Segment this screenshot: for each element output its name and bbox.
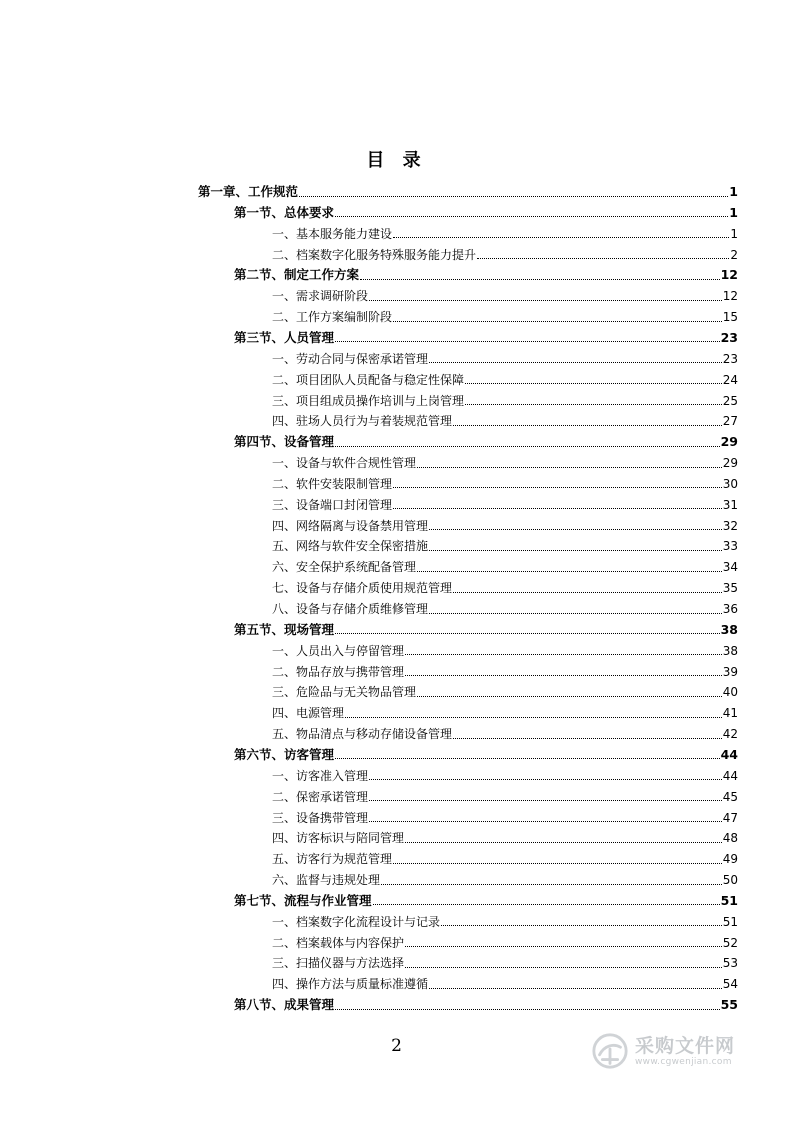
toc-entry-title: 八、设备与存储介质维修管理 [272, 602, 429, 616]
toc-entry-page: 48 [722, 831, 738, 846]
toc-entry-title: 第八节、成果管理 [234, 997, 335, 1013]
toc-entry-title: 一、劳动合同与保密承诺管理 [272, 351, 429, 366]
dot-leader [335, 446, 720, 447]
dot-leader [369, 300, 722, 301]
toc-section[interactable] [234, 328, 738, 348]
dot-leader [405, 842, 722, 843]
toc-entry-title: 第四节、设备管理 [234, 434, 335, 450]
toc-entry-page: 31 [722, 497, 738, 512]
dot-leader [405, 654, 722, 655]
toc-entry-title: 一、需求调研阶段 [272, 289, 369, 304]
toc-entry-title: 二、档案载体与内容保护 [272, 935, 405, 950]
dot-leader [393, 863, 722, 864]
dot-leader [453, 592, 722, 593]
toc-entry-page: 29 [720, 434, 738, 450]
toc-section[interactable] [234, 745, 738, 765]
dot-leader [393, 508, 722, 509]
dot-leader [369, 779, 722, 780]
dot-leader [429, 362, 722, 363]
toc-section[interactable] [234, 265, 738, 285]
toc-entry-page: 15 [722, 310, 738, 325]
toc-entry[interactable] [272, 849, 738, 869]
toc-section[interactable] [234, 620, 738, 640]
toc-entry-title: 三、扫描仪器与方法选择 [272, 956, 405, 971]
toc-entry[interactable] [272, 286, 738, 306]
toc-section[interactable] [234, 432, 738, 452]
toc-entry[interactable] [272, 662, 738, 682]
toc-section[interactable] [234, 995, 738, 1015]
toc-entry[interactable] [272, 474, 738, 494]
toc-section[interactable] [234, 891, 738, 911]
dot-leader [465, 404, 722, 405]
toc-entry[interactable] [272, 724, 738, 744]
toc-entry-page: 38 [720, 621, 738, 637]
toc-entry[interactable] [272, 787, 738, 807]
toc-entry[interactable] [272, 870, 738, 890]
toc-entry[interactable] [272, 808, 738, 828]
toc-entry-title: 六、安全保护系统配备管理 [272, 560, 417, 575]
toc-entry-page: 29 [722, 456, 738, 471]
dot-leader [453, 425, 722, 426]
toc-entry-page: 49 [722, 852, 738, 867]
toc-entry-page: 51 [722, 914, 738, 929]
toc-entry-page: 32 [722, 518, 738, 533]
toc-entry-page: 12 [722, 289, 738, 304]
toc-entry-page: 39 [722, 664, 738, 679]
toc-entry-title: 四、驻场人员行为与着装规范管理 [272, 414, 453, 429]
toc-entry-page: 30 [722, 476, 738, 491]
toc-title: 目 录 [366, 150, 427, 171]
toc-entry-title: 二、软件安装限制管理 [272, 476, 393, 491]
toc-entry-title: 六、监督与违规处理 [272, 873, 381, 888]
toc-entry-page: 34 [722, 560, 738, 575]
dot-leader [335, 216, 728, 217]
toc-entry-title: 第五节、现场管理 [234, 621, 335, 637]
toc-entry-title: 四、操作方法与质量标准遵循 [272, 977, 429, 992]
toc-entry-title: 一、访客准入管理 [272, 768, 369, 783]
dot-leader [429, 529, 722, 530]
dot-leader [393, 237, 729, 238]
toc-entry[interactable] [272, 495, 738, 515]
toc-entry[interactable] [272, 641, 738, 661]
toc-entry-title: 四、电源管理 [272, 706, 345, 721]
toc-entry-title: 七、设备与存储介质使用规范管理 [272, 581, 453, 596]
toc-entry-page: 1 [729, 184, 738, 199]
toc-entry[interactable] [272, 828, 738, 848]
dot-leader [405, 675, 722, 676]
toc-entry-page: 44 [722, 768, 738, 783]
toc-entry[interactable] [272, 349, 738, 369]
toc-entry-page: 54 [722, 977, 738, 992]
toc-entry-title: 四、网络隔离与设备禁用管理 [272, 518, 429, 533]
toc-entry-page: 40 [722, 685, 738, 700]
toc-entry-title: 一、档案数字化流程设计与记录 [272, 914, 441, 929]
toc-entry-page: 25 [722, 393, 738, 408]
toc-entry-title: 第一章、工作规范 [198, 184, 299, 199]
toc-entry-title: 第六节、访客管理 [234, 746, 335, 762]
dot-leader [345, 717, 722, 718]
toc-entry-page: 36 [722, 602, 738, 616]
toc-entry[interactable] [272, 307, 738, 327]
toc-entry-title: 三、项目组成员操作培训与上岗管理 [272, 393, 465, 408]
toc-entry-title: 一、设备与软件合规性管理 [272, 456, 417, 471]
toc-entry[interactable] [272, 578, 738, 598]
toc-entry[interactable] [272, 245, 738, 265]
toc-entry-title: 二、档案数字化服务特殊服务能力提升 [272, 247, 477, 262]
toc-entry[interactable] [272, 599, 738, 619]
dot-leader [429, 988, 722, 989]
toc-entry[interactable] [272, 536, 738, 556]
dot-leader [405, 967, 722, 968]
toc-entry[interactable] [272, 516, 738, 536]
dot-leader [335, 633, 720, 634]
cgwenjian-logo-icon [591, 1032, 629, 1070]
toc-entry[interactable] [272, 933, 738, 953]
toc-entry-page: 35 [722, 581, 738, 596]
dot-leader [477, 258, 729, 259]
dot-leader [335, 1009, 720, 1010]
toc-entry-page: 38 [722, 643, 738, 658]
toc-entry-title: 一、基本服务能力建设 [272, 226, 393, 241]
toc-entry-title: 第一节、总体要求 [234, 204, 335, 220]
toc-entry-page: 42 [722, 727, 738, 742]
toc-entry-title: 二、保密承诺管理 [272, 789, 369, 804]
toc-entry[interactable] [272, 912, 738, 932]
toc-entry-page: 23 [720, 329, 738, 345]
toc-entry[interactable] [272, 682, 738, 702]
toc-entry-page: 53 [722, 956, 738, 971]
dot-leader [417, 696, 722, 697]
toc-entry-title: 第七节、流程与作业管理 [234, 892, 372, 908]
dot-leader [369, 821, 722, 822]
toc-entry[interactable] [272, 224, 738, 244]
dot-leader [453, 738, 722, 739]
toc-entry[interactable] [272, 974, 738, 994]
toc-chapter[interactable] [198, 182, 738, 202]
toc-entry-title: 一、人员出入与停留管理 [272, 643, 405, 658]
toc-entry-page: 1 [730, 226, 738, 241]
dot-leader [393, 321, 722, 322]
toc-entry-title: 四、访客标识与陪同管理 [272, 831, 405, 846]
dot-leader [465, 383, 722, 384]
toc-entry-title: 三、设备端口封闭管理 [272, 497, 393, 512]
dot-leader [369, 800, 722, 801]
toc-entry-title: 二、项目团队人员配备与稳定性保障 [272, 372, 465, 387]
toc-entry-page: 24 [722, 372, 738, 387]
toc-entry-page: 12 [720, 267, 738, 283]
toc-entry-page: 51 [720, 892, 738, 908]
toc-entry-title: 第二节、制定工作方案 [234, 267, 360, 283]
toc-entry-title: 第三节、人员管理 [234, 329, 335, 345]
toc-entry[interactable] [272, 391, 738, 411]
toc-entry-page: 41 [722, 706, 738, 721]
toc-section[interactable] [234, 203, 738, 223]
watermark-name: 采购文件网 [635, 1034, 736, 1057]
toc-entry-title: 三、危险品与无关物品管理 [272, 685, 417, 700]
toc-entry[interactable] [272, 953, 738, 973]
dot-leader [429, 550, 722, 551]
dot-leader [299, 196, 728, 197]
toc-entry-page: 55 [720, 997, 738, 1013]
toc-entry-page: 45 [722, 789, 738, 804]
toc-entry[interactable] [272, 453, 738, 473]
toc-entry-page: 27 [722, 414, 738, 429]
toc-entry[interactable] [272, 557, 738, 577]
dot-leader [373, 904, 720, 905]
dot-leader [360, 279, 720, 280]
toc-entry-page: 44 [720, 746, 738, 762]
dot-leader [335, 758, 720, 759]
toc-entry-page: 47 [722, 810, 738, 825]
toc-entry-title: 五、访客行为规范管理 [272, 852, 393, 867]
toc-entry[interactable] [272, 411, 738, 431]
toc-entry[interactable] [272, 370, 738, 390]
watermark-url: www.cgwenjian.com [635, 1056, 732, 1067]
dot-leader [381, 884, 722, 885]
dot-leader [335, 341, 720, 342]
toc-entry[interactable] [272, 703, 738, 723]
toc-entry-title: 五、物品清点与移动存储设备管理 [272, 727, 453, 742]
dot-leader [405, 946, 722, 947]
toc-entry-title: 三、设备携带管理 [272, 810, 369, 825]
toc-entry-page: 1 [729, 204, 738, 220]
toc-entry[interactable] [272, 766, 738, 786]
toc-entry-page: 23 [722, 351, 738, 366]
toc-entry-title: 二、物品存放与携带管理 [272, 664, 405, 679]
toc-entry-title: 五、网络与软件安全保密措施 [272, 539, 429, 554]
dot-leader [417, 571, 722, 572]
toc-entry-title: 二、工作方案编制阶段 [272, 310, 393, 325]
dot-leader [441, 925, 722, 926]
dot-leader [393, 487, 722, 488]
page-number: 2 [391, 1036, 402, 1056]
dot-leader [417, 467, 722, 468]
watermark [591, 1029, 761, 1073]
dot-leader [429, 613, 722, 614]
toc-entry-page: 52 [722, 935, 738, 950]
toc-entry-page: 2 [730, 247, 738, 262]
toc-entry-page: 50 [722, 873, 738, 888]
toc-entry-page: 33 [722, 539, 738, 554]
